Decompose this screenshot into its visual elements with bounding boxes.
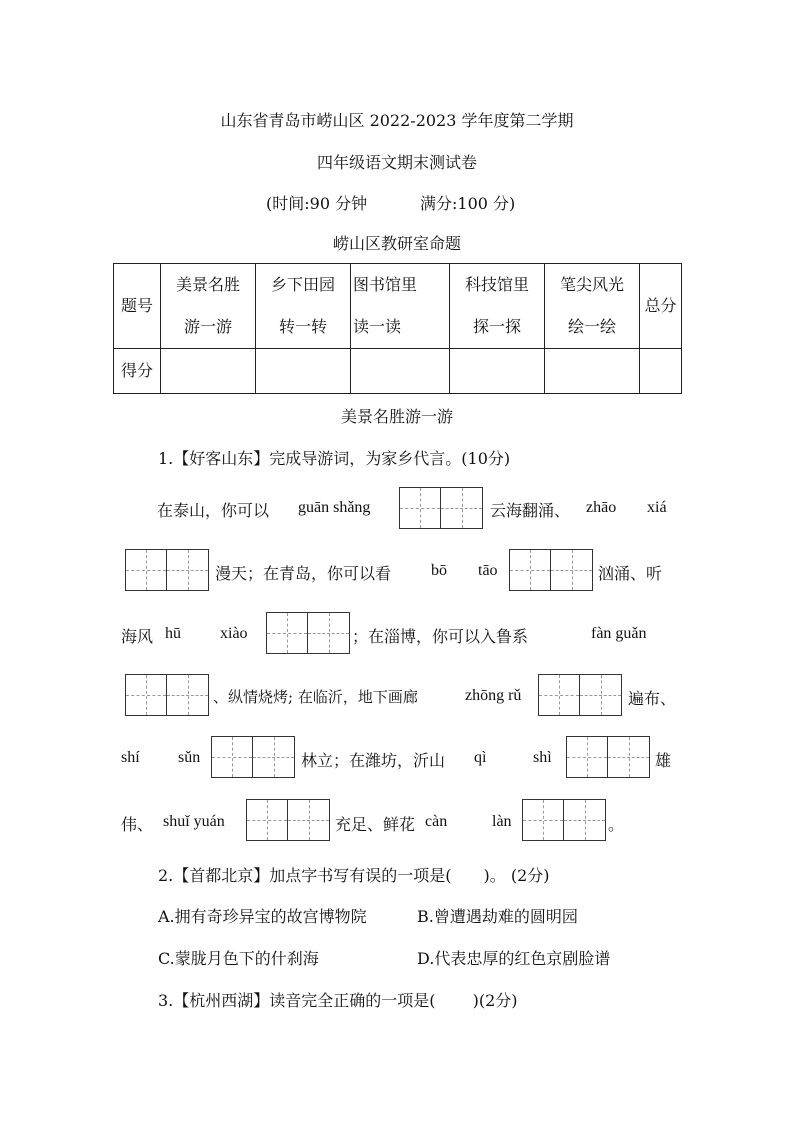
header-cell-section2: 乡下田园 转一转 (256, 264, 351, 349)
header-cell-number: 题号 (114, 264, 161, 349)
q1-pinyin: guān shǎng (298, 499, 371, 516)
q1-pinyin: làn (492, 813, 512, 830)
q1-text: 、纵情烧烤; 在临沂，地下画廊 (213, 688, 418, 706)
header-cell-section5: 笔尖风光 绘一绘 (545, 264, 640, 349)
answer-grid[interactable] (509, 549, 593, 591)
q1-text: 汹涌、听 (598, 564, 663, 583)
answer-grid[interactable] (125, 674, 209, 716)
q3-title: 3.【杭州西湖】读音完全正确的一项是( )(2分) (158, 991, 518, 1010)
score-table-score-row (114, 349, 682, 394)
q1-text: 充足、鲜花 (335, 815, 416, 834)
answer-grid[interactable] (566, 736, 650, 778)
q2-option-b[interactable]: B.曾遭遇劫难的圆明园 (417, 907, 578, 926)
q1-pinyin: sǔn (178, 749, 201, 766)
header-cell-section4: 科技馆里 探一探 (450, 264, 545, 349)
score-label-cell: 得分 (114, 349, 161, 394)
q1-pinyin: xiá (647, 499, 667, 516)
header-cell-section1: 美景名胜 游一游 (161, 264, 256, 349)
q1-pinyin: tāo (478, 562, 498, 579)
score-input-cell[interactable] (640, 349, 682, 394)
score-input-cell[interactable] (450, 349, 545, 394)
q2-option-a[interactable]: A.拥有奇珍异宝的故宫博物院 (158, 907, 367, 926)
q1-pinyin: zhāo (586, 499, 617, 516)
answer-grid[interactable] (246, 799, 330, 841)
answer-grid[interactable] (211, 736, 295, 778)
q1-text: 。 (608, 815, 625, 834)
score-input-cell[interactable] (545, 349, 640, 394)
score-table (113, 263, 682, 394)
score-table-header-row (114, 264, 682, 349)
q1-pinyin: hū (165, 625, 181, 642)
q1-text: 漫天；在青岛，你可以看 (215, 564, 392, 583)
q2-title: 2.【首都北京】加点字书写有误的一项是( )。 (2分) (158, 866, 550, 885)
header-cell-section3: 图书馆里 读一读 (351, 264, 450, 349)
q1-text: ；在淄博，你可以入鲁系 (352, 627, 529, 646)
score-input-cell[interactable] (256, 349, 351, 394)
q1-pinyin: càn (425, 813, 448, 830)
exam-time: (时间:90 分钟 (266, 194, 368, 213)
answer-grid[interactable] (266, 612, 350, 654)
header-cell-total: 总分 (640, 264, 682, 349)
q1-pinyin: shí (121, 749, 140, 766)
q1-pinyin: xiào (220, 625, 248, 642)
exam-author: 崂山区教研室命题 (332, 234, 461, 253)
score-input-cell[interactable] (161, 349, 256, 394)
q1-text: 雄 (655, 751, 672, 770)
answer-grid[interactable] (125, 549, 209, 591)
section1-title: 美景名胜游一游 (340, 407, 453, 426)
q1-text: 遍布、 (628, 689, 677, 708)
q1-title: 1.【好客山东】完成导游词，为家乡代言。(10分) (158, 449, 511, 468)
answer-grid[interactable] (522, 799, 606, 841)
q1-pinyin: fàn guǎn (591, 625, 647, 642)
q2-option-c[interactable]: C.蒙胧月色下的什刹海 (158, 949, 319, 968)
q1-pinyin: shuǐ yuán (163, 813, 225, 830)
exam-full-score: 满分:100 分) (420, 194, 516, 213)
q2-option-d[interactable]: D.代表忠厚的红色京剧脸谱 (417, 949, 611, 968)
exam-title: 山东省青岛市崂山区 2022-2023 学年度第二学期 (220, 111, 574, 130)
exam-subtitle: 四年级语文期末测试卷 (316, 153, 477, 172)
score-input-cell[interactable] (351, 349, 450, 394)
q1-pinyin: zhōng rǔ (465, 687, 522, 704)
q1-text: 伟、 (121, 815, 154, 834)
answer-grid[interactable] (399, 487, 483, 529)
answer-grid[interactable] (538, 674, 622, 716)
q1-pinyin: bō (431, 562, 447, 579)
q1-pinyin: qì (474, 749, 487, 766)
q1-text: 林立；在潍坊，沂山 (301, 751, 446, 770)
q1-text: 在泰山，你可以 (157, 501, 270, 520)
q1-text: 海风 (121, 627, 154, 646)
q1-pinyin: shì (533, 749, 552, 766)
q1-text: 云海翻涌、 (490, 501, 571, 520)
